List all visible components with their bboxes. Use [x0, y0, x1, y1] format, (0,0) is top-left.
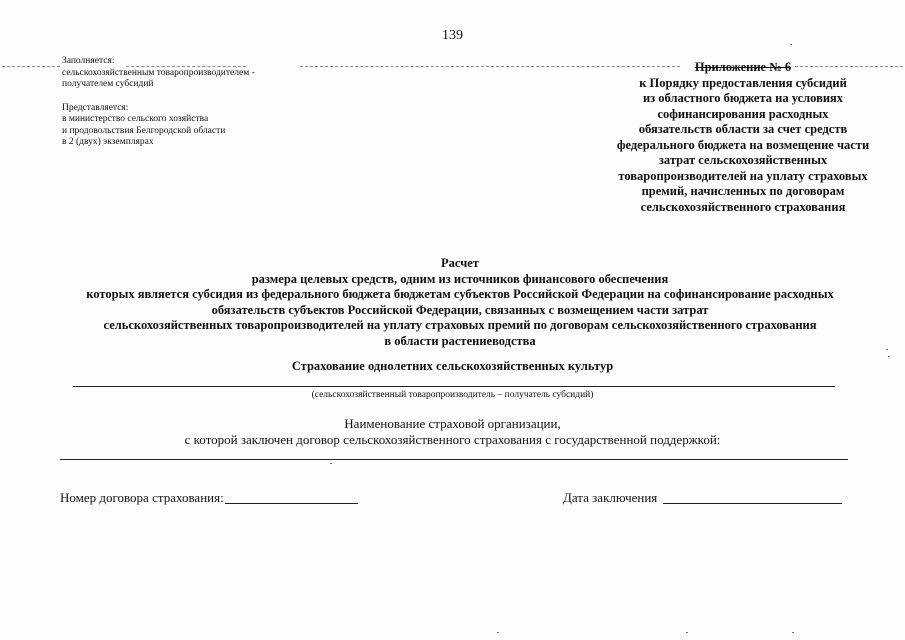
contract-number-label: Номер договора страхования: — [60, 490, 224, 505]
producer-name-line — [73, 386, 835, 387]
appendix-block — [598, 60, 888, 215]
scan-speck — [888, 356, 890, 357]
appendix-line-4: обязательств области за счет средств — [638, 122, 848, 136]
appendix-line-9: сельскохозяйственного страхования — [640, 199, 846, 214]
insurer-name-line — [60, 459, 848, 460]
scan-speck — [330, 463, 332, 464]
scan-speck — [497, 632, 499, 633]
calculation-line-4: сельскохозяйственных товаропроизводителей на уплату страховых премий по договорам сельскохозяйственного страхования — [103, 318, 817, 332]
scan-speck — [886, 349, 888, 350]
calculation-line-5: в области растениеводства — [384, 333, 536, 348]
submitted-line-2: и продовольствия Белгородской области — [62, 125, 226, 136]
appendix-line-7: товаропроизводителей на уплату страховых — [618, 168, 868, 183]
insurer-line-1: Наименование страховой организации, — [344, 416, 561, 431]
page-number: 139 — [442, 28, 463, 43]
calculation-heading: Расчет — [441, 256, 479, 270]
appendix-line-6: затрат сельскохозяйственных — [658, 153, 828, 167]
submitted-label: Представляется: — [62, 102, 129, 113]
insurer-line-2: с которой заключен договор сельскохозяйственного страхования с государственной поддержкой: — [184, 432, 721, 447]
calculation-line-2: которых является субсидия из федерального бюджета бюджетам субъектов Российской Федерации на софинансирование расходных — [86, 287, 834, 301]
submitted-line-3: в 2 (двух) экземплярах — [62, 137, 154, 147]
calculation-title — [40, 256, 880, 349]
appendix-line-5: федерального бюджета на возмещение части — [616, 137, 870, 152]
contract-date-line — [663, 503, 842, 504]
filled-by-label: Заполняется: — [62, 56, 115, 66]
contract-number-line — [225, 503, 358, 504]
submission-info — [62, 56, 362, 149]
appendix-line-8: премий, начисленных по договорам — [641, 184, 845, 198]
filled-by-line-1: сельскохозяйственным товаропроизводителем - — [62, 67, 255, 78]
producer-caption: (сельскохозяйственный товаропроизводитель – получатель субсидий) — [311, 390, 594, 400]
contract-date-label: Дата заключения — [563, 490, 658, 505]
scan-speck — [792, 632, 794, 633]
appendix-line-3: софинансирования расходных — [657, 106, 829, 121]
calculation-line-3: обязательств субъектов Российской Федерации, связанных с возмещением части затрат — [211, 302, 709, 317]
top-dashed-line-left — [2, 66, 60, 67]
filled-by-line-2: получателем субсидий — [62, 79, 154, 89]
calculation-line-1: размера целевых средств, одним из источников финансового обеспечения — [251, 271, 669, 286]
appendix-line-1: к Порядку предоставления субсидий — [639, 75, 847, 90]
insurance-title: Страхование однолетних сельскохозяйственных культур — [291, 359, 614, 373]
insurer-heading — [0, 416, 905, 448]
appendix-line-2: из областного бюджета на условиях — [642, 91, 844, 105]
scan-speck — [790, 44, 792, 45]
scan-speck — [686, 632, 688, 633]
submitted-line-1: в министерство сельского хозяйства — [62, 114, 209, 124]
appendix-title: Приложение № 6 — [694, 60, 792, 74]
